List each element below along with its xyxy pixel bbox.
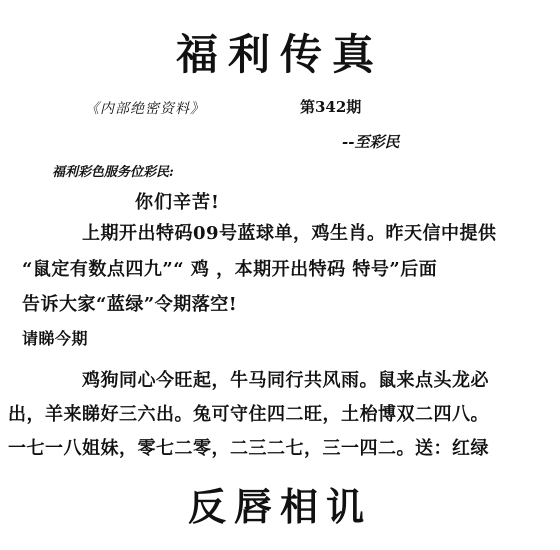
signature: --至彩民 <box>342 133 400 151</box>
body-line-5: 鸡狗同心今旺起，牛马同行共风雨。鼠来点头龙必 <box>82 370 489 391</box>
salutation: 福利彩色服务位彩民: <box>52 165 174 180</box>
greeting: 你们辛苦! <box>135 192 220 213</box>
body-line-4: 请睇今期 <box>22 329 89 348</box>
body-line-6: 出，羊来睇好三六出。兔可守住四二旺，土枱博双二四八。 <box>8 404 489 425</box>
issue-number: 第342期 <box>300 98 362 116</box>
footer-title: 反唇相讥 <box>187 484 372 529</box>
document-title: 福利传真 <box>175 30 384 79</box>
body-line-1: 上期开出特码09号蓝球单，鸡生肖。昨天信中提供 <box>82 223 497 244</box>
body-line-2: “鼠定有数点四九”“ 鸡 ，本期开出特码 特号”后面 <box>22 259 438 280</box>
body-line-7: 一七一八姐妹，零七二零，二三二七，三一四二。送：红绿 <box>8 438 489 459</box>
body-line-3: 告诉大家“蓝绿”令期落空! <box>22 294 238 315</box>
document-subtitle: 《内部绝密资料》 <box>85 101 205 117</box>
